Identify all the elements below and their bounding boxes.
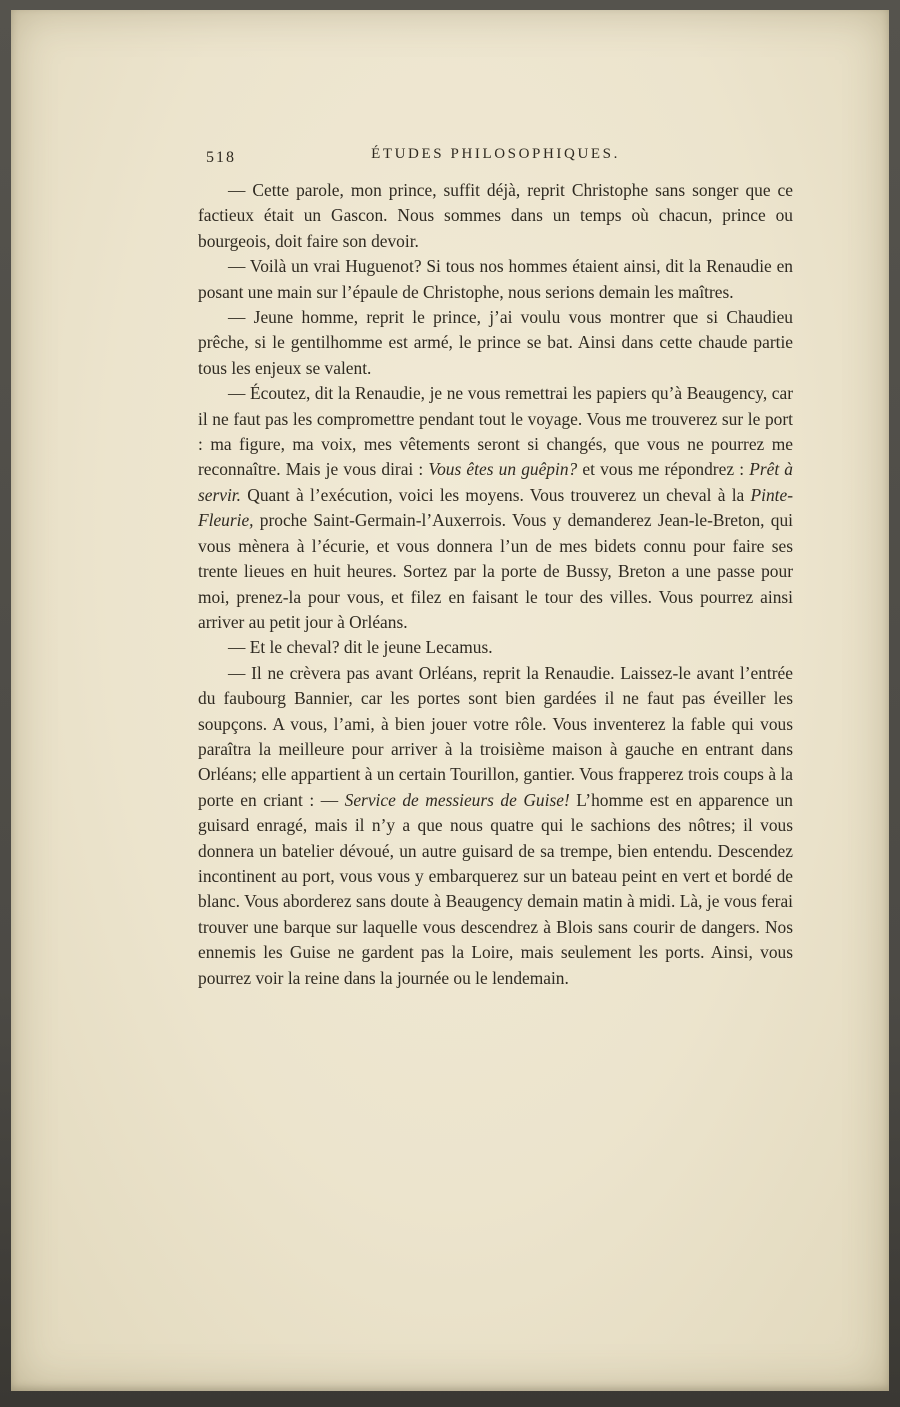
text-segment: Vous êtes un guêpin? — [428, 459, 578, 480]
text-segment: proche Saint-Germain-l’Auxerrois. Vous y demanderez Jean-le-Breton, qui vous mènera à l’écurie, et vous donnera l’un de mes bidets connu pour faire ses trente lieues en huit heures. Sortez par la porte de Bussy, Breton a une passe pour moi, prenez-la pour vous, et filez en faisant le tour des villes. Vous pourrez ainsi arriver au petit jour à Orléans. — [198, 510, 793, 632]
paragraph — [198, 254, 793, 305]
paragraph — [198, 661, 793, 991]
text-segment: — Il ne crèvera pas avant Orléans, reprit la Renaudie. Laissez-le avant l’entrée du faubourg Bannier, car les portes sont bien gardées il ne faut pas éveiller les soupçons. A vous, l’ami, à bien jouer votre rôle. Vous inventerez la fable qui vous paraîtra la meilleure pour arriver à la troisième maison à gauche en entrant dans Orléans; elle appartient à un certain Tourillon, gantier. Vous frapperez trois coups à la porte en criant : — — [198, 662, 793, 810]
text-segment: — Écoutez, dit la Renaudie, je ne vous remettrai les papiers qu’à Beaugency, car il ne faut pas les compromettre pendant tout le voyage. Vous me trouverez sur le port : ma figure, ma voix, mes vêtements seront si changés, que vous ne pourrez me reconnaître. Mais je vous dirai : — [198, 383, 793, 480]
text-segment: et vous me répondrez : — [577, 459, 750, 480]
paragraph — [198, 635, 793, 660]
text-segment: — Voilà un vrai Huguenot? Si tous nos hommes étaient ainsi, dit la Renaudie en posant une main sur l’épaule de Christophe, nous serions demain les maîtres. — [198, 256, 793, 302]
text-segment: Prêt à servir. — [198, 459, 794, 505]
page-content — [198, 146, 793, 991]
page-number: 518 — [206, 149, 236, 166]
text-segment: — Et le cheval? dit le jeune Lecamus. — [228, 637, 493, 658]
text-segment: Service de messieurs de Guise! — [344, 789, 570, 810]
text-segment: — Jeune homme, reprit le prince, j’ai voulu vous montrer que si Chaudieu prêche, si le gentilhomme est armé, le prince se bat. Ainsi dans cette chaude partie tous les enjeux se valent. — [198, 307, 793, 378]
paragraph — [198, 381, 793, 635]
text-segment: Quant à l’exécution, voici les moyens. Vous trouverez un cheval à la — [241, 484, 751, 505]
text-block — [198, 178, 793, 991]
paragraph — [198, 305, 793, 381]
text-segment: — Cette parole, mon prince, suffit déjà, reprit Christophe sans songer que ce factieux était un Gascon. Nous sommes dans un temps où chacun, prince ou bourgeois, doit faire son devoir. — [198, 180, 793, 251]
paper — [11, 10, 889, 1391]
text-segment: Pinte-Fleurie, — [198, 484, 793, 531]
text-segment: L’homme est en apparence un guisard enragé, mais il n’y a que nous quatre qui le sachions des nôtres; il vous donnera un batelier dévoué, un autre guisard de sa trempe, bien entendu. Descendez incontinent au port, vous vous y embarquerez sur un bateau peint en vert et bordé de blanc. Vous aborderez sans doute à Beaugency demain matin à midi. Là, je vous ferai trouver une barque sur laquelle vous descendrez à Blois sans courir de dangers. Nos ennemis les Guise ne gardent pas la Loire, mais seulement les ports. Ainsi, vous pourrez voir la reine dans la journée ou le lendemain. — [198, 789, 793, 988]
page-header — [198, 146, 793, 170]
running-title: ÉTUDES PHILOSOPHIQUES. — [371, 146, 620, 162]
paragraph — [198, 178, 793, 254]
